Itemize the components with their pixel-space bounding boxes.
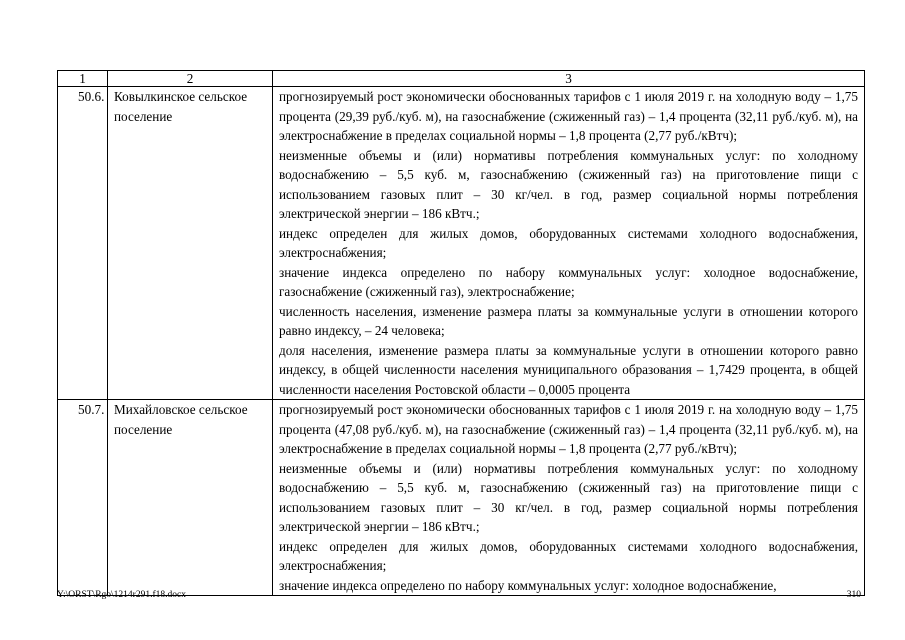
table-row xyxy=(58,87,865,400)
description-paragraph: значение индекса определено по набору коммунальных услуг: холодное водоснабжение, газоснабжение (сжиженный газ), электроснабжение; xyxy=(279,264,858,299)
footer-page-number: 310 xyxy=(846,590,861,600)
document-table xyxy=(57,70,865,596)
header-cell-3: 3 xyxy=(273,71,865,87)
description-cell xyxy=(273,400,865,596)
description-cell xyxy=(273,87,865,400)
description-paragraph: доля населения, изменение размера платы за коммунальные услуги в отношении которого равно индексу, в общей численности населения муниципального образования – 1,7429 процента, в общей численности населения Ростовской области – 0,0005 процента xyxy=(279,342,858,397)
description-paragraph: индекс определен для жилых домов, оборудованных системами холодного водоснабжения, электроснабжения; xyxy=(279,538,858,573)
table-row xyxy=(58,400,865,596)
row-number: 50.6. xyxy=(58,87,108,400)
table-header-row xyxy=(58,71,865,87)
footer-file-path: Y:\ORST\Rgo\1214r291.f18.docx xyxy=(57,590,186,600)
description-paragraph: прогнозируемый рост экономически обоснованных тарифов с 1 июля 2019 г. на холодную воду – 1,75 процента (47,08 руб./куб. м), на газоснабжение (сжиженный газ) – 1,4 процента (32,11 руб./куб. м), на электроснабжение в пределах социальной нормы – 1,8 процента (2,77 руб./кВтч); xyxy=(279,402,858,456)
row-number: 50.7. xyxy=(58,400,108,596)
settlement-name: Михайловское сельское поселение xyxy=(108,400,273,596)
header-cell-2: 2 xyxy=(108,71,273,87)
header-cell-1: 1 xyxy=(58,71,108,87)
description-paragraph: значение индекса определено по набору коммунальных услуг: холодное водоснабжение, xyxy=(279,577,777,593)
description-paragraph: неизменные объемы и (или) нормативы потребления коммунальных услуг: по холодному водоснабжению – 5,5 куб. м, газоснабжению (сжиженный газ) на приготовление пищи с использованием газовых плит – 30 кг/чел. в год, размер социальной нормы потребления электрической энергии – 186 кВтч.; xyxy=(279,147,858,221)
description-paragraph: численность населения, изменение размера платы за коммунальные услуги в отношении которого равно индексу, – 24 человека; xyxy=(279,303,858,338)
description-paragraph: индекс определен для жилых домов, оборудованных системами холодного водоснабжения, электроснабжения; xyxy=(279,225,858,260)
settlement-name: Ковылкинское сельское поселение xyxy=(108,87,273,400)
description-paragraph: неизменные объемы и (или) нормативы потребления коммунальных услуг: по холодному водоснабжению – 5,5 куб. м, газоснабжению (сжиженный газ) на приготовление пищи с использованием газовых плит – 30 кг/чел. в год, размер социальной нормы потребления электрической энергии – 186 кВтч.; xyxy=(279,460,858,534)
description-paragraph: прогнозируемый рост экономически обоснованных тарифов с 1 июля 2019 г. на холодную воду – 1,75 процента (29,39 руб./куб. м), на газоснабжение (сжиженный газ) – 1,4 процента (32,11 руб./куб. м), на электроснабжение в пределах социальной нормы – 1,8 процента (2,77 руб./кВтч); xyxy=(279,89,858,143)
